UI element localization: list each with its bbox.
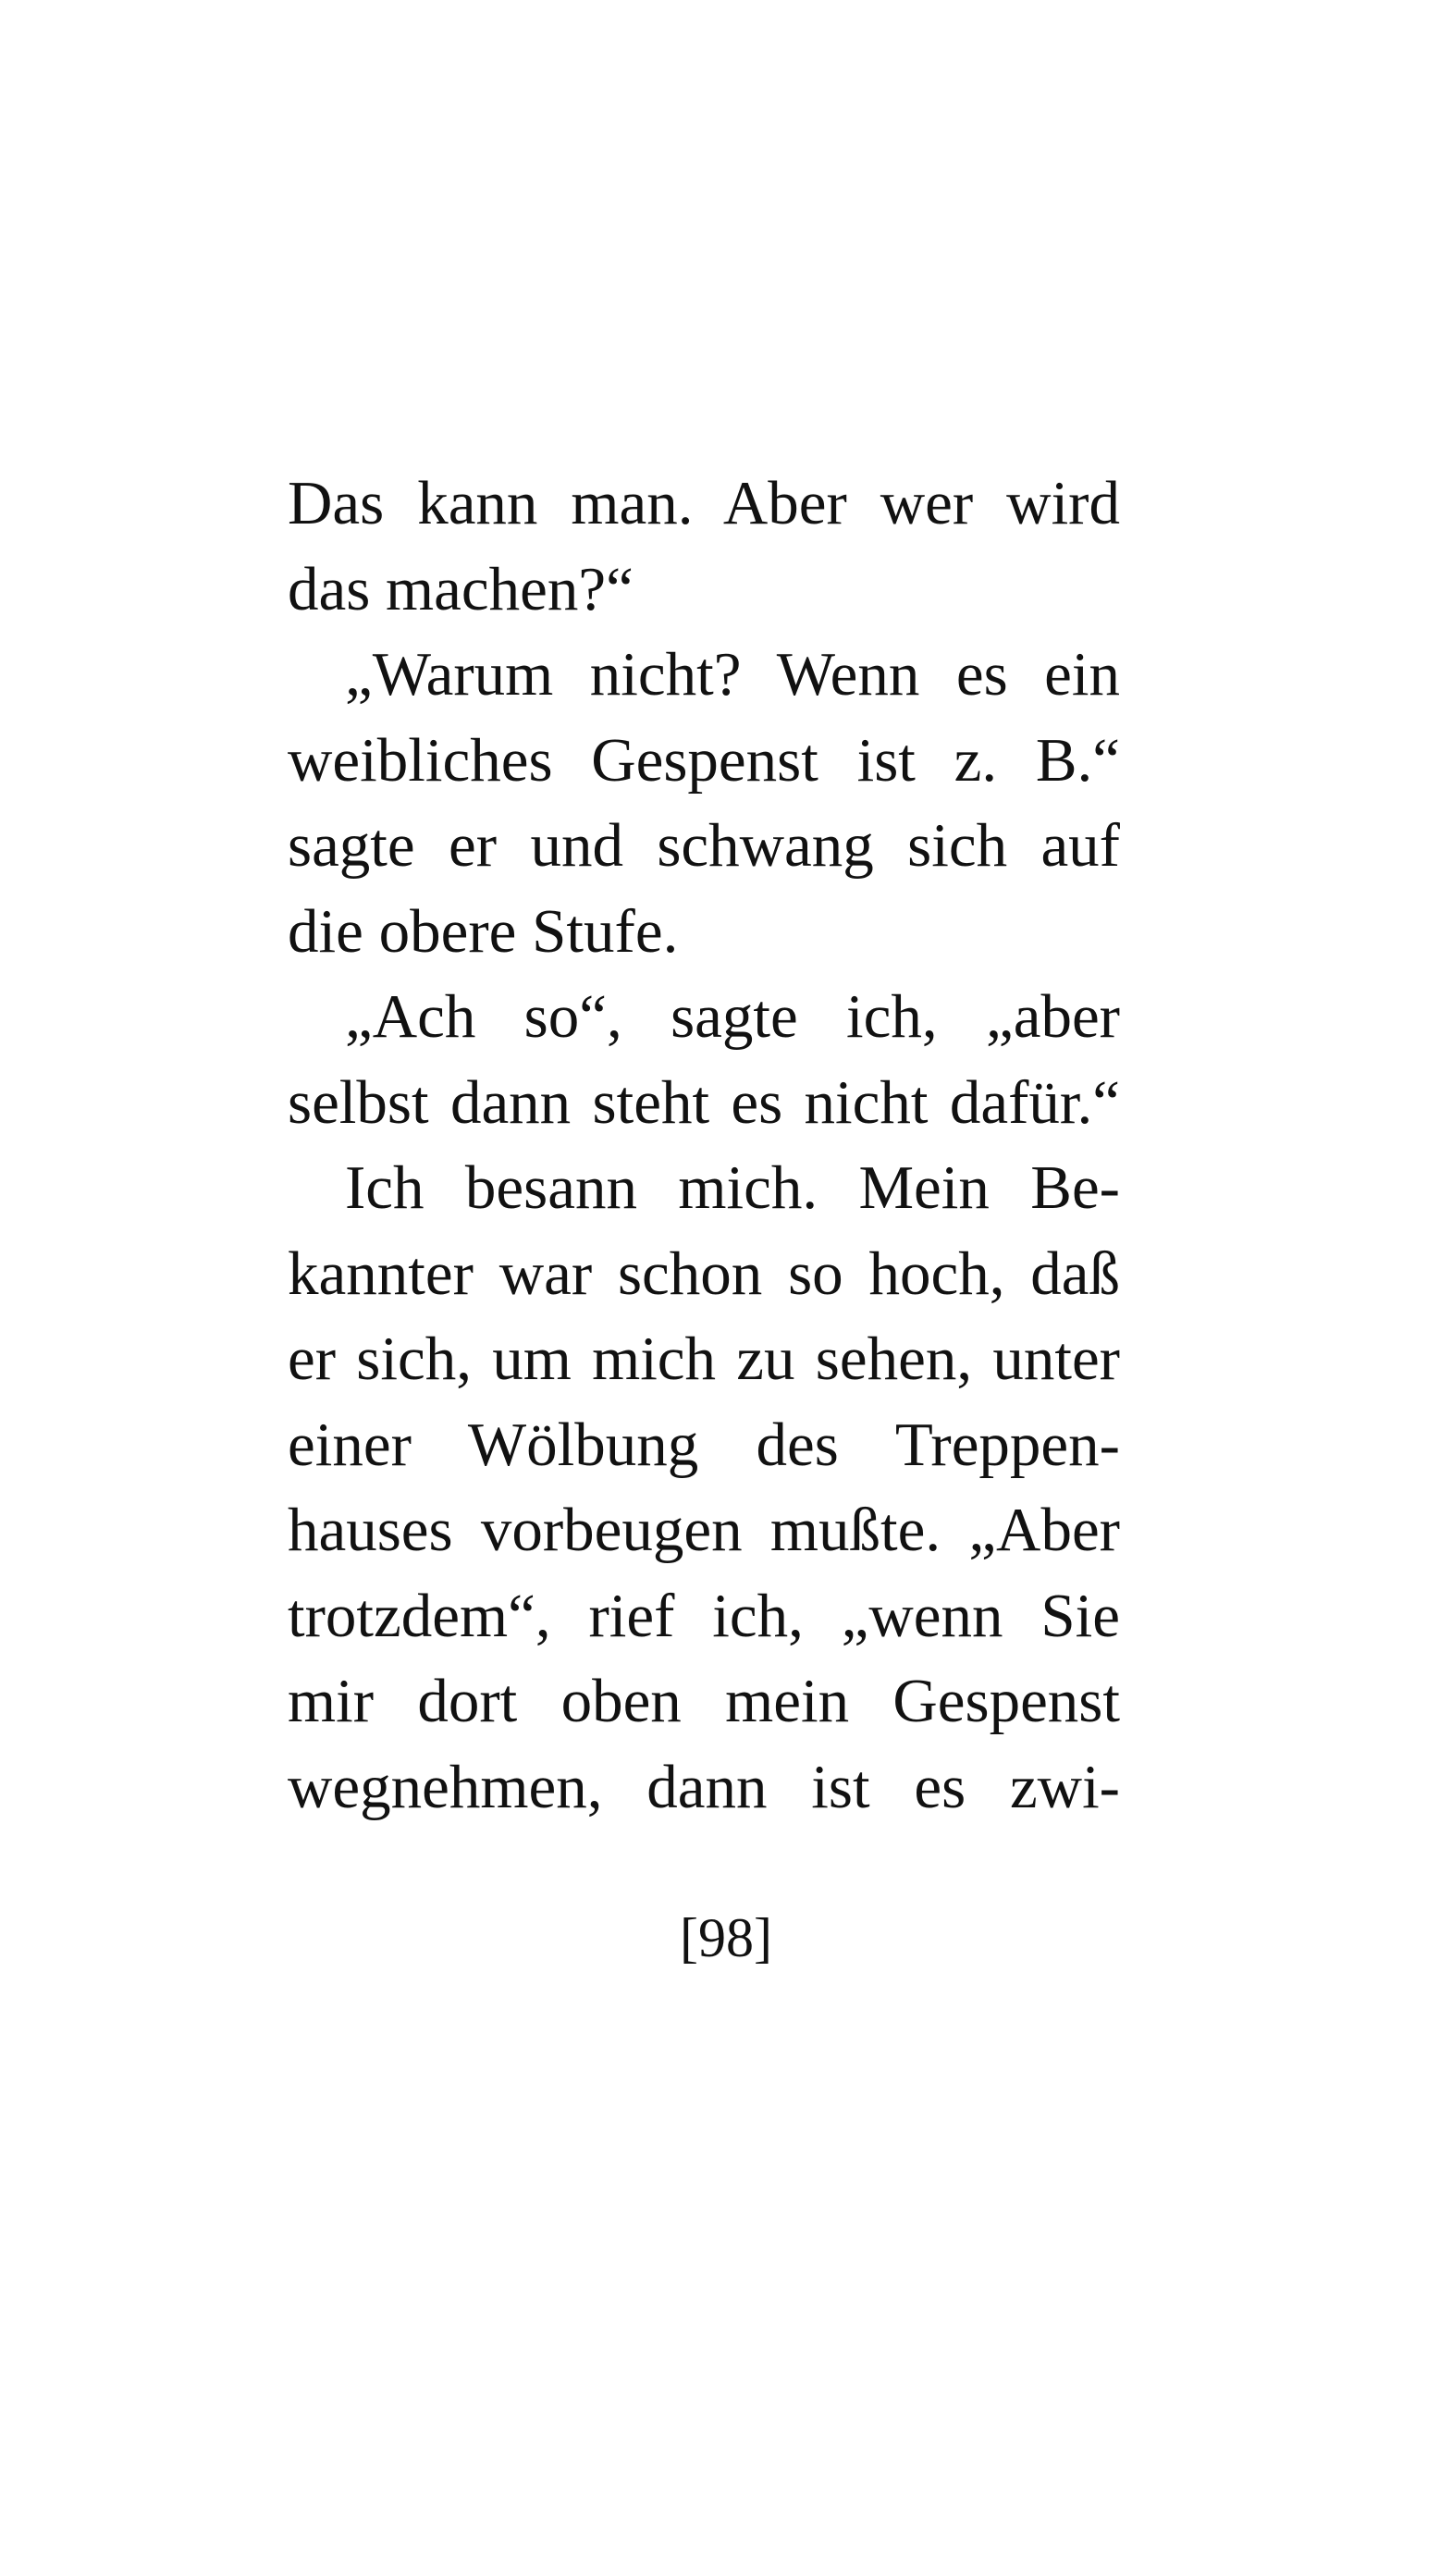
text-line: Das kann man. Aber wer wird [288, 469, 1120, 537]
text-line: weibliches Gespenst ist z. B.“ [288, 725, 1120, 795]
text-line: „Ach so“, sagte ich, „aber [345, 982, 1120, 1051]
text-line: mir dort oben mein Gespenst [288, 1667, 1120, 1735]
text-line: einer Wölbung des Treppen- [288, 1410, 1120, 1479]
text-line: kannter war schon so hoch, daß [288, 1239, 1120, 1308]
text-line: die obere Stufe. [288, 896, 679, 966]
text-line: wegnehmen, dann ist es zwi- [288, 1752, 1120, 1821]
text-line: selbst dann steht es nicht dafür.“ [288, 1067, 1120, 1137]
text-line: „Warum nicht? Wenn es ein [345, 640, 1120, 709]
text-line: das machen?“ [288, 554, 634, 623]
text-line: hauses vorbeugen mußte. „Aber [288, 1496, 1120, 1564]
text-line: Ich besann mich. Mein Be- [345, 1153, 1120, 1222]
page-number: [98] [680, 1907, 772, 1968]
text-line: sagte er und schwang sich auf [288, 811, 1120, 880]
text-line: trotzdem“, rief ich, „wenn Sie [288, 1581, 1120, 1650]
text-line: er sich, um mich zu sehen, unter [288, 1325, 1120, 1393]
body-text [288, 461, 1120, 1830]
